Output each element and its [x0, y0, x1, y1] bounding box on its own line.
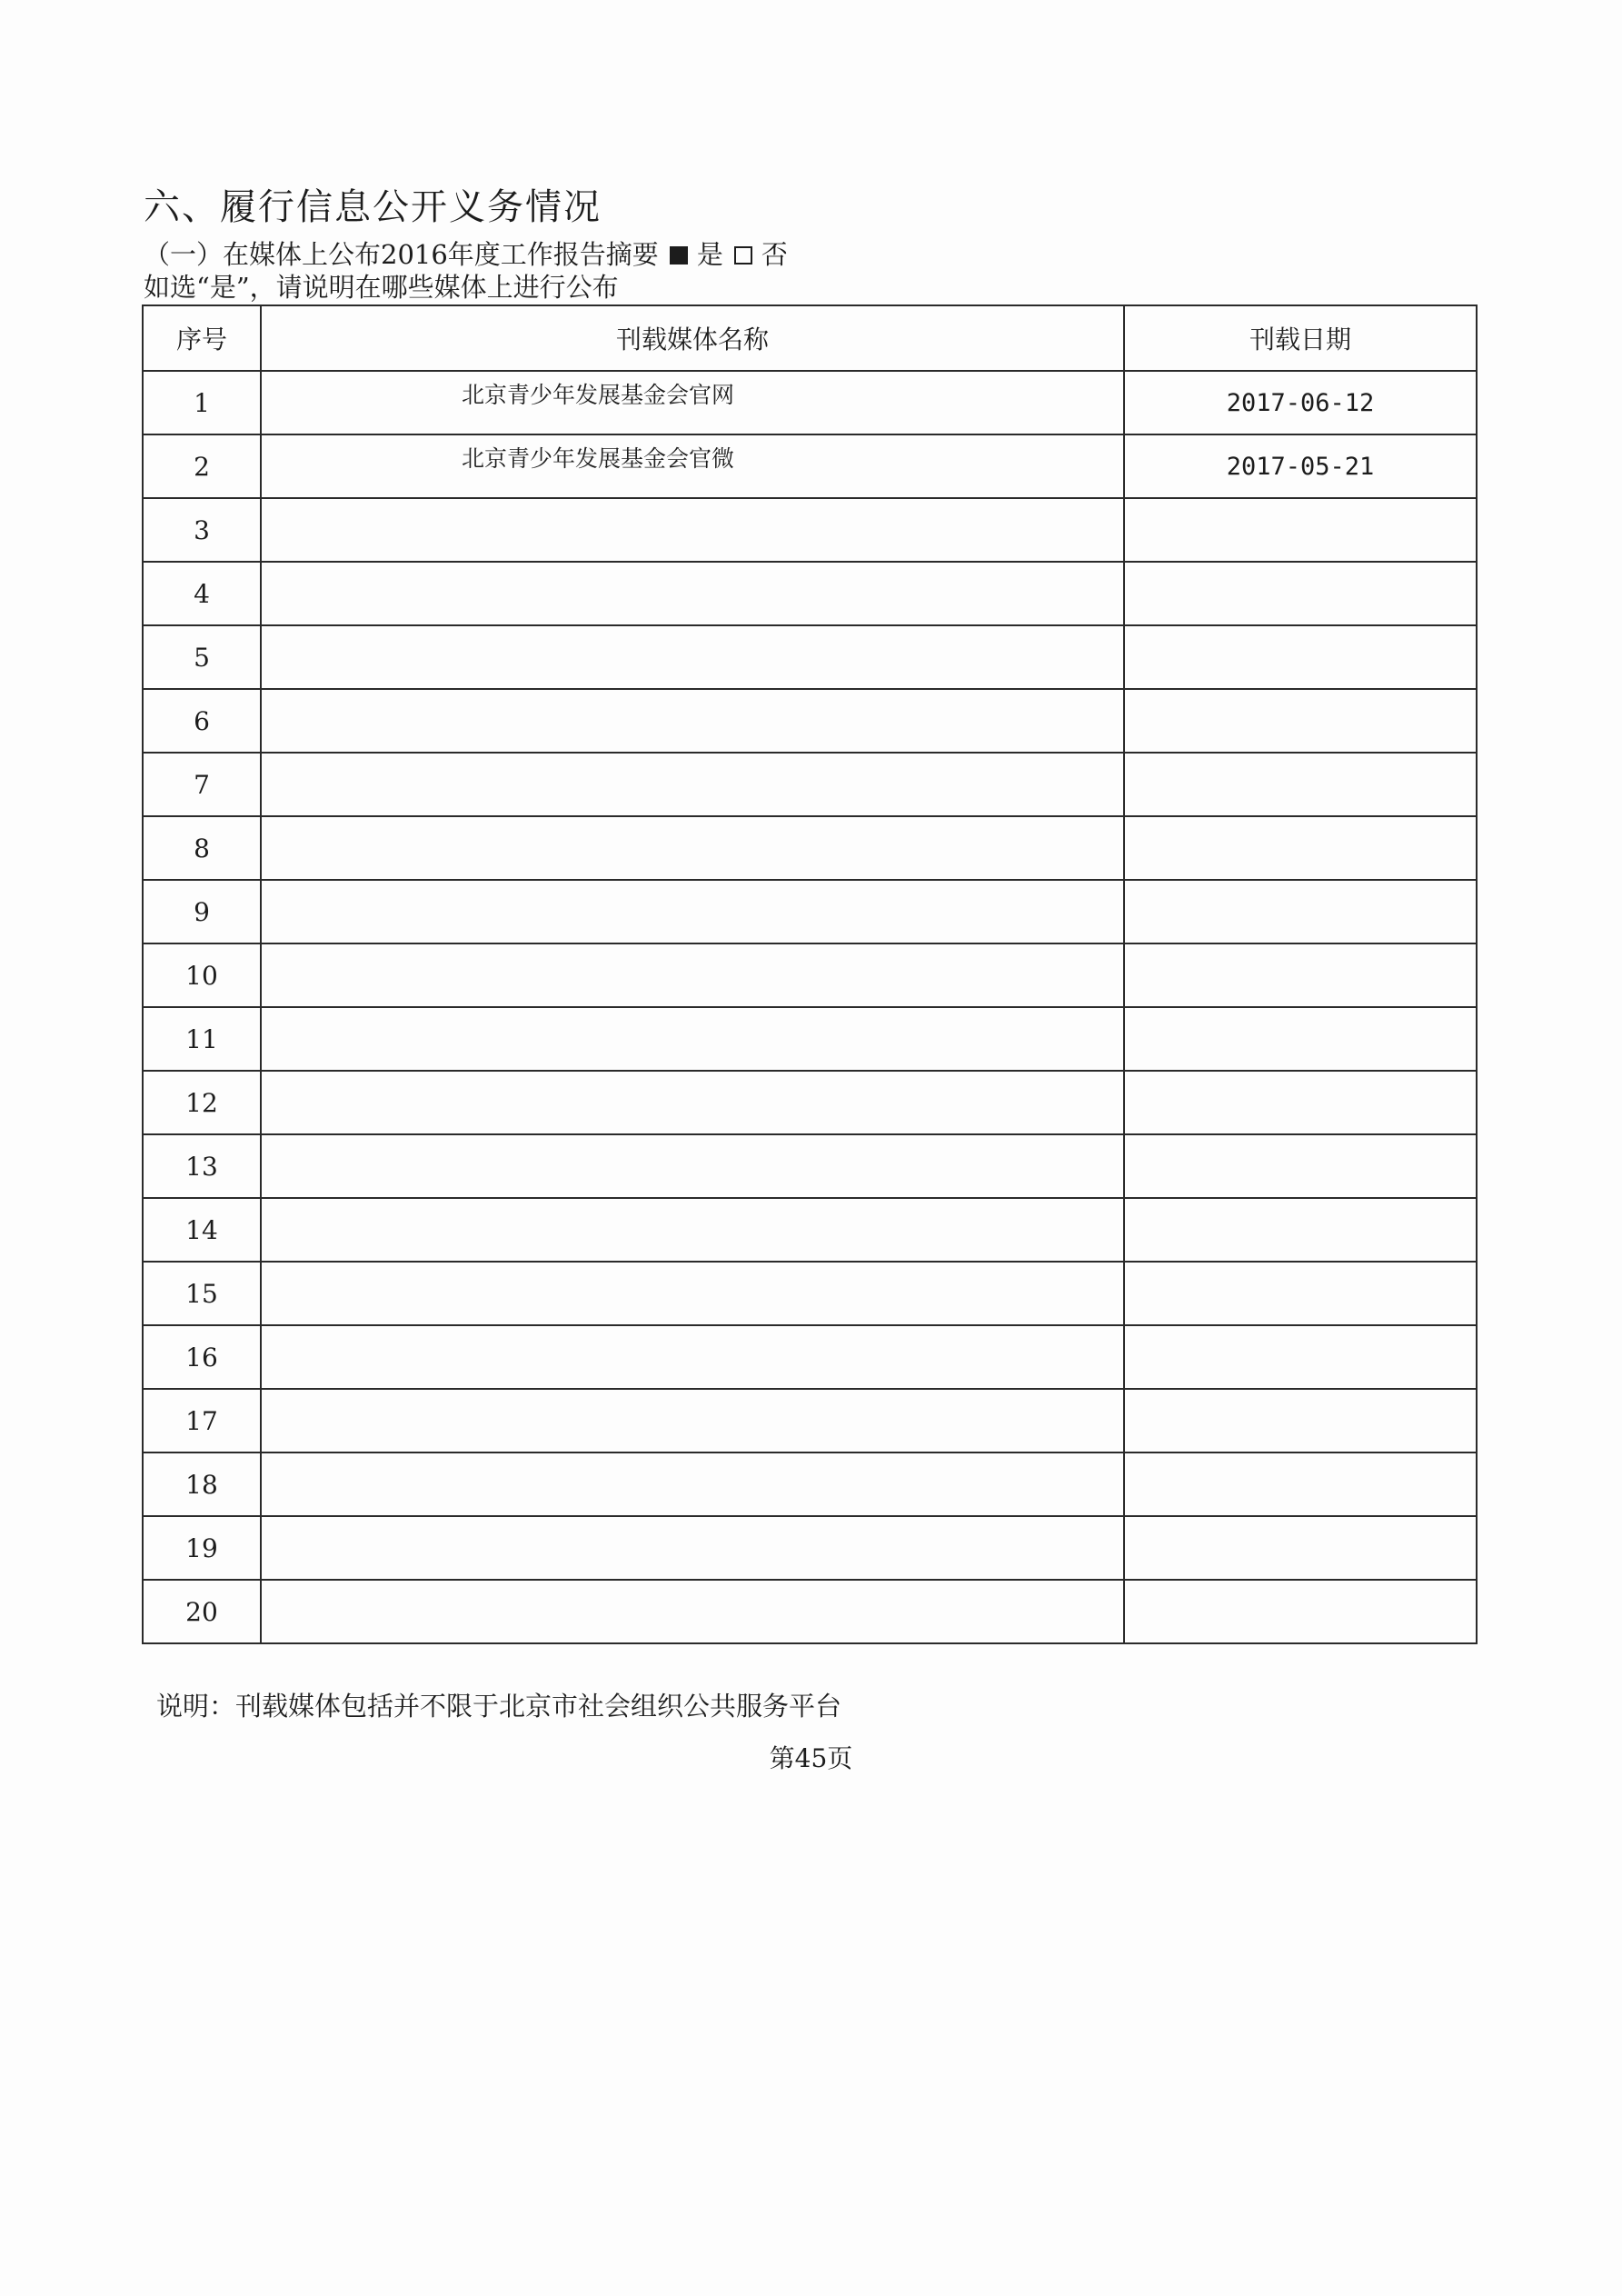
- media-name-text: [262, 1072, 1123, 1077]
- media-name-text: [262, 1453, 1123, 1459]
- row-media-name: [261, 1580, 1124, 1643]
- row-index: 2: [143, 434, 261, 498]
- table-row: [143, 1580, 1477, 1643]
- row-date: [1124, 1516, 1477, 1580]
- row-media-name: [261, 371, 1124, 434]
- yes-checkbox-icon: [670, 246, 688, 265]
- note-text: 说明：刊载媒体包括并不限于北京市社会组织公共服务平台: [156, 1691, 842, 1722]
- row-index: 4: [143, 562, 261, 625]
- row-date: [1124, 1452, 1477, 1516]
- page-number: 第45页: [769, 1743, 853, 1773]
- table-row: [143, 1516, 1477, 1580]
- media-name-text: [262, 1581, 1123, 1586]
- row-index: 1: [143, 371, 261, 434]
- instruction-text: 如选“是”，请说明在哪些媒体上进行公布: [144, 272, 619, 303]
- table-row: [143, 1262, 1477, 1325]
- media-name-text: [262, 817, 1123, 823]
- header-media-name: 刊载媒体名称: [261, 305, 1124, 371]
- table-row: [143, 753, 1477, 816]
- row-media-name: [261, 434, 1124, 498]
- row-date: [1124, 753, 1477, 816]
- table-row: [143, 1071, 1477, 1134]
- row-index: 12: [143, 1071, 261, 1134]
- media-name-text: [262, 881, 1123, 886]
- media-name-text: [262, 1390, 1123, 1395]
- row-index: 16: [143, 1325, 261, 1389]
- table-row: [143, 1389, 1477, 1452]
- row-index: 11: [143, 1007, 261, 1071]
- row-date: [1124, 880, 1477, 943]
- table-row: [143, 1325, 1477, 1389]
- row-date: [1124, 1198, 1477, 1262]
- table-row: [143, 816, 1477, 880]
- table-row: [143, 943, 1477, 1007]
- row-media-name: [261, 1134, 1124, 1198]
- row-date: [1124, 562, 1477, 625]
- media-name-text: [262, 1199, 1123, 1204]
- row-media-name: [261, 880, 1124, 943]
- row-media-name: [261, 562, 1124, 625]
- media-name-text: [262, 1517, 1123, 1522]
- table-row: [143, 1007, 1477, 1071]
- question-text: （一）在媒体上公布2016年度工作报告摘要: [144, 239, 659, 270]
- row-index: 3: [143, 498, 261, 562]
- row-media-name: [261, 816, 1124, 880]
- table-header-row: [143, 305, 1477, 371]
- disclosure-question: [144, 235, 788, 272]
- no-option-label: 否: [761, 239, 788, 270]
- row-media-name: [261, 1071, 1124, 1134]
- row-index: 20: [143, 1580, 261, 1643]
- media-name-text: [262, 1008, 1123, 1013]
- table-row: [143, 371, 1477, 434]
- row-date: [1124, 1071, 1477, 1134]
- row-index: 6: [143, 689, 261, 753]
- table-row: [143, 498, 1477, 562]
- row-index: 5: [143, 625, 261, 689]
- row-media-name: [261, 1007, 1124, 1071]
- yes-option-label: 是: [696, 239, 723, 270]
- table-row: [143, 689, 1477, 753]
- row-media-name: [261, 498, 1124, 562]
- row-index: 17: [143, 1389, 261, 1452]
- section-title: 六、履行信息公开义务情况: [144, 186, 602, 228]
- row-index: 7: [143, 753, 261, 816]
- table-row: [143, 1198, 1477, 1262]
- row-date: [1124, 943, 1477, 1007]
- row-date: 2017-05-21: [1124, 434, 1477, 498]
- row-index: 19: [143, 1516, 261, 1580]
- table-row: [143, 562, 1477, 625]
- row-index: 8: [143, 816, 261, 880]
- row-media-name: [261, 625, 1124, 689]
- row-date: [1124, 1389, 1477, 1452]
- row-media-name: [261, 1516, 1124, 1580]
- table-body: [143, 371, 1477, 1643]
- row-date: [1124, 1325, 1477, 1389]
- row-media-name: [261, 753, 1124, 816]
- row-date: 2017-06-12: [1124, 371, 1477, 434]
- media-name-text: [262, 626, 1123, 632]
- row-date: [1124, 816, 1477, 880]
- row-media-name: [261, 1389, 1124, 1452]
- table-row: [143, 1452, 1477, 1516]
- row-date: [1124, 498, 1477, 562]
- table-row: [143, 880, 1477, 943]
- media-name-text: [262, 690, 1123, 695]
- media-name-text: [262, 944, 1123, 950]
- row-media-name: [261, 943, 1124, 1007]
- row-media-name: [261, 1198, 1124, 1262]
- table-row: [143, 1134, 1477, 1198]
- media-name-text: [262, 563, 1123, 568]
- media-name-text: [262, 1326, 1123, 1332]
- row-date: [1124, 1262, 1477, 1325]
- media-name-text: 北京青少年发展基金会官网: [462, 382, 735, 408]
- row-index: 14: [143, 1198, 261, 1262]
- row-media-name: [261, 1325, 1124, 1389]
- row-media-name: [261, 1452, 1124, 1516]
- row-index: 10: [143, 943, 261, 1007]
- row-date: [1124, 689, 1477, 753]
- row-index: 9: [143, 880, 261, 943]
- row-index: 15: [143, 1262, 261, 1325]
- row-date: [1124, 1007, 1477, 1071]
- media-name-text: 北京青少年发展基金会官微: [462, 445, 735, 472]
- media-name-text: [262, 499, 1123, 504]
- row-date: [1124, 625, 1477, 689]
- media-name-text: [262, 754, 1123, 759]
- header-index: 序号: [143, 305, 261, 371]
- media-name-text: [262, 1263, 1123, 1268]
- table-row: [143, 625, 1477, 689]
- row-index: 18: [143, 1452, 261, 1516]
- row-media-name: [261, 689, 1124, 753]
- row-index: 13: [143, 1134, 261, 1198]
- no-checkbox-icon: [734, 246, 752, 265]
- table-row: [143, 434, 1477, 498]
- row-date: [1124, 1580, 1477, 1643]
- media-table: [142, 304, 1478, 1644]
- header-date: 刊载日期: [1124, 305, 1477, 371]
- media-name-text: [262, 1135, 1123, 1141]
- row-media-name: [261, 1262, 1124, 1325]
- row-date: [1124, 1134, 1477, 1198]
